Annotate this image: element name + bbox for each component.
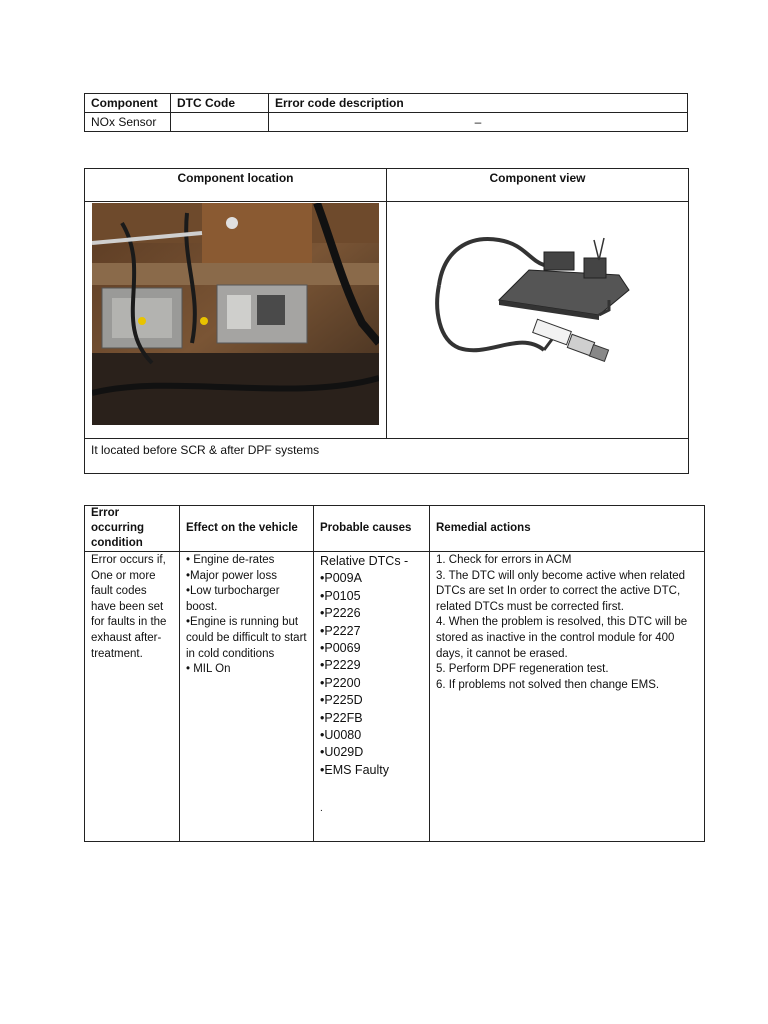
engine-bay-photo bbox=[92, 203, 379, 425]
header-component-view: Component view bbox=[387, 169, 689, 202]
details-body-row bbox=[85, 552, 705, 842]
header-causes: Probable causes bbox=[314, 506, 430, 552]
cause-item: •P22FB bbox=[320, 710, 363, 725]
component-name: NOx Sensor bbox=[85, 113, 171, 132]
image-row bbox=[85, 202, 689, 439]
cause-item: •P2200 bbox=[320, 675, 361, 690]
nox-sensor-diagram bbox=[429, 230, 649, 380]
component-location-table bbox=[84, 168, 689, 474]
note-row bbox=[85, 439, 689, 474]
cause-item: •P009A bbox=[320, 571, 362, 586]
header-effect: Effect on the vehicle bbox=[180, 506, 314, 552]
component-info-table bbox=[84, 93, 688, 132]
cause-item: •P0069 bbox=[320, 641, 361, 656]
action-item: 4. When the problem is resolved, this DTC will be stored as inactive in the control module for 400 days, it cannot be erased. bbox=[436, 616, 688, 660]
causes-cell bbox=[314, 552, 430, 842]
header-component-location: Component location bbox=[85, 169, 387, 202]
effect-item: •Low turbocharger boost. bbox=[186, 585, 280, 613]
header-dtc-code: DTC Code bbox=[171, 94, 269, 113]
info-data-row bbox=[85, 113, 688, 132]
location-header-row bbox=[85, 169, 689, 202]
action-item: 1. Check for errors in ACM bbox=[436, 554, 572, 566]
effects-cell bbox=[180, 552, 314, 842]
header-error-description: Error code description bbox=[269, 94, 688, 113]
cause-item: •EMS Faulty bbox=[320, 762, 389, 777]
location-note: It located before SCR & after DPF systems bbox=[85, 439, 689, 474]
component-view-cell bbox=[387, 202, 689, 439]
info-header-row bbox=[85, 94, 688, 113]
effect-item: •Engine is running but could be difficult to start in cold conditions bbox=[186, 616, 307, 660]
action-item: 3. The DTC will only become active when related DTCs are set In order to correct the active DTC, related DTCs must be corrected first. bbox=[436, 569, 686, 613]
cause-item: •P225D bbox=[320, 693, 363, 708]
actions-cell bbox=[430, 552, 705, 842]
header-error-condition: Error occurring condition bbox=[85, 506, 180, 552]
causes-heading: Relative DTCs - bbox=[320, 554, 409, 568]
cause-item: •U029D bbox=[320, 745, 364, 760]
effect-item: • Engine de-rates bbox=[186, 554, 275, 566]
cause-item: •P2226 bbox=[320, 606, 361, 621]
error-description-value: – bbox=[269, 113, 688, 132]
cause-item: •P0105 bbox=[320, 588, 361, 603]
location-photo-cell bbox=[85, 202, 387, 439]
action-item: 5. Perform DPF regeneration test. bbox=[436, 663, 609, 676]
action-item: 6. If problems not solved then change EMS. bbox=[436, 678, 660, 691]
effect-item: • MIL On bbox=[186, 663, 231, 676]
cause-item: •U0080 bbox=[320, 728, 362, 743]
causes-trailing-mark: . bbox=[320, 803, 323, 815]
cause-item: •P2229 bbox=[320, 658, 361, 673]
details-header-row bbox=[85, 506, 705, 552]
header-remedial-actions: Remedial actions bbox=[430, 506, 705, 552]
cause-item: •P2227 bbox=[320, 623, 361, 638]
error-details-table bbox=[84, 505, 705, 842]
header-component: Component bbox=[85, 94, 171, 113]
effect-item: •Major power loss bbox=[186, 569, 277, 582]
error-condition-text: Error occurs if, One or more fault codes have been set for faults in the exhaust after-treatment. bbox=[85, 552, 180, 842]
dtc-code-value bbox=[171, 113, 269, 132]
